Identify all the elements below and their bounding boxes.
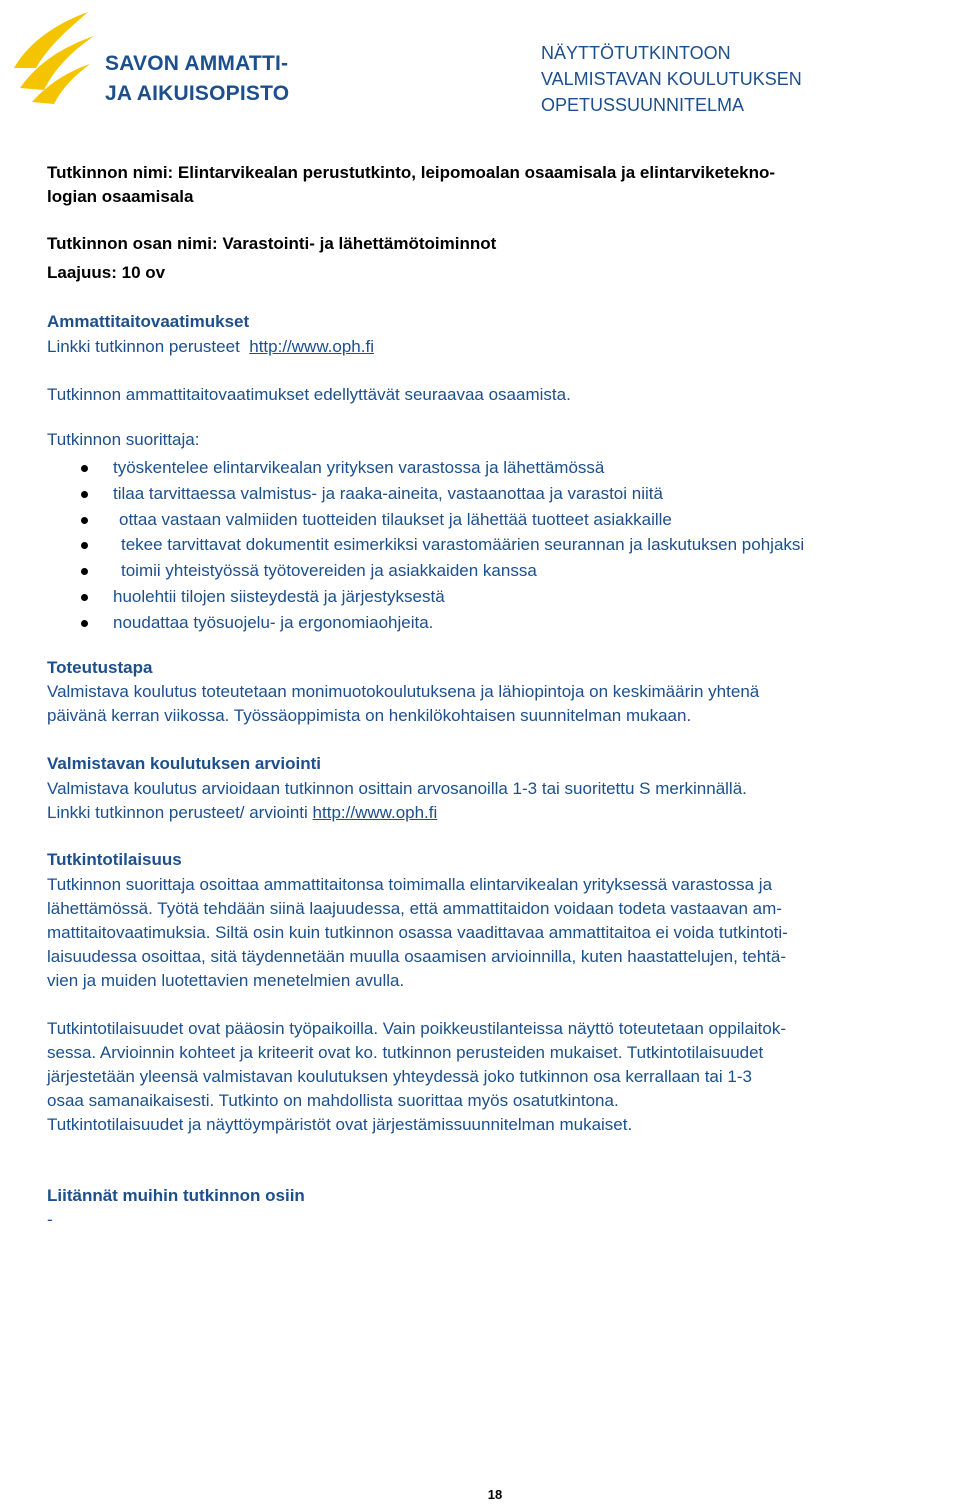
exam-para1-line4: laisuudessa osoittaa, sitä täydennetään muulla osaamisen arvioinnilla, kuten haastattelujen, tehtä- [47, 947, 787, 966]
qualification-name-line2: logian osaamisala [47, 187, 194, 206]
bullet-icon [81, 542, 88, 549]
header-line1: NÄYTTÖTUTKINTOON [541, 43, 731, 63]
exam-para1-line1: Tutkinnon suorittaja osoittaa ammattitaitonsa toimimalla elintarvikealan yrityksessä varastossa ja [47, 875, 773, 894]
bullet-icon [81, 465, 88, 472]
list-item: tilaa tarvittaessa valmistus- ja raaka-aineita, vastaanottaa ja varastoi niitä [47, 481, 957, 507]
unit-name: Tutkinnon osan nimi: Varastointi- ja lähettämötoiminnot [47, 234, 497, 253]
exam-heading: Tutkintotilaisuus [47, 850, 182, 869]
requirements-link[interactable]: http://www.oph.fi [249, 337, 374, 356]
assessment-link-prefix: Linkki tutkinnon perusteet/ arviointi [47, 803, 308, 822]
header-line3: OPETUSSUUNNITELMA [541, 95, 745, 115]
exam-para2-line2: sessa. Arvioinnin kohteet ja kriteerit ovat ko. tutkinnon perusteiden mukaiset. Tutkintotilaisuudet [47, 1043, 764, 1062]
links-section-value: - [47, 1210, 53, 1229]
list-item: huolehtii tilojen siisteydestä ja järjestyksestä [47, 584, 957, 610]
list-item: työskentelee elintarvikealan yrityksen varastossa ja lähettämössä [47, 455, 957, 481]
assessment-heading: Valmistavan koulutuksen arviointi [47, 754, 321, 773]
document-header [541, 40, 802, 118]
requirements-list [47, 455, 957, 636]
requirements-intro: Tutkinnon ammattitaitovaatimukset edellyttävät seuraavaa osaamista. [47, 385, 571, 404]
exam-para1-line5: vien ja muiden luotettavien menetelmien avulla. [47, 971, 405, 990]
logo-text-line2: JA AIKUISOPISTO [105, 82, 290, 105]
list-item: noudattaa työsuojelu- ja ergonomiaohjeita. [47, 610, 957, 636]
list-item: tekee tarvittavat dokumentit esimerkiksi varastomäärien seurannan ja laskutuksen pohjaksi [47, 532, 957, 558]
requirements-heading: Ammattitaitovaatimukset [47, 312, 250, 331]
performer-label: Tutkinnon suorittaja: [47, 430, 200, 449]
school-logo [10, 10, 330, 110]
bullet-icon [81, 491, 88, 498]
bullet-icon [81, 568, 88, 575]
links-section-heading: Liitännät muihin tutkinnon osiin [47, 1186, 305, 1205]
exam-para2-line5: Tutkintotilaisuudet ja näyttöympäristöt ovat järjestämissuunnitelman mukaiset. [47, 1115, 633, 1134]
requirements-link-prefix: Linkki tutkinnon perusteet [47, 337, 240, 356]
list-item: toimii yhteistyössä työtovereiden ja asiakkaiden kanssa [47, 558, 957, 584]
header-line2: VALMISTAVAN KOULUTUKSEN [541, 69, 802, 89]
logo-swoosh-icon [10, 10, 100, 105]
implementation-line2: päivänä kerran viikossa. Työssäoppimista on henkilökohtaisen suunnitelman mukaan. [47, 706, 692, 725]
exam-para2-line4: osaa samanaikaisesti. Tutkinto on mahdollista suorittaa myös osatutkintona. [47, 1091, 619, 1110]
requirements-link-row [47, 335, 957, 359]
assessment-link-row [47, 801, 957, 825]
exam-para2-line3: järjestetään yleensä valmistavan koulutuksen yhteydessä joko tutkinnon osa kerrallaan tai 1-3 [47, 1067, 752, 1086]
exam-para1-line2: lähettämössä. Työtä tehdään siinä laajuudessa, että ammattitaidon voidaan todeta vastaavan am- [47, 899, 782, 918]
assessment-link[interactable]: http://www.oph.fi [312, 803, 438, 822]
implementation-heading: Toteutustapa [47, 658, 153, 677]
list-item: ottaa vastaan valmiiden tuotteiden tilaukset ja lähettää tuotteet asiakkaille [47, 507, 957, 533]
assessment-line1: Valmistava koulutus arvioidaan tutkinnon osittain arvosanoilla 1-3 tai suoritettu S merkinnällä. [47, 779, 747, 798]
page-number: 18 [487, 1487, 503, 1502]
scope: Laajuus: 10 ov [47, 263, 166, 282]
logo-text-line1: SAVON AMMATTI- [105, 52, 289, 75]
bullet-icon [81, 620, 88, 627]
exam-para1-line3: mattitaitovaatimuksia. Siltä osin kuin tutkinnon osassa vaadittavaa ammattitaitoa ei voida tutkintoti- [47, 923, 788, 942]
qualification-name-line1: Tutkinnon nimi: Elintarvikealan perustutkinto, leipomoalan osaamisala ja elintarviketekno- [47, 163, 776, 182]
bullet-icon [81, 517, 88, 524]
implementation-line1: Valmistava koulutus toteutetaan monimuotokoulutuksena ja lähiopintoja on keskimäärin yhtenä [47, 682, 760, 701]
exam-para2-line1: Tutkintotilaisuudet ovat pääosin työpaikoilla. Vain poikkeustilanteissa näyttö toteutetaan oppilaitok- [47, 1019, 787, 1038]
bullet-icon [81, 594, 88, 601]
